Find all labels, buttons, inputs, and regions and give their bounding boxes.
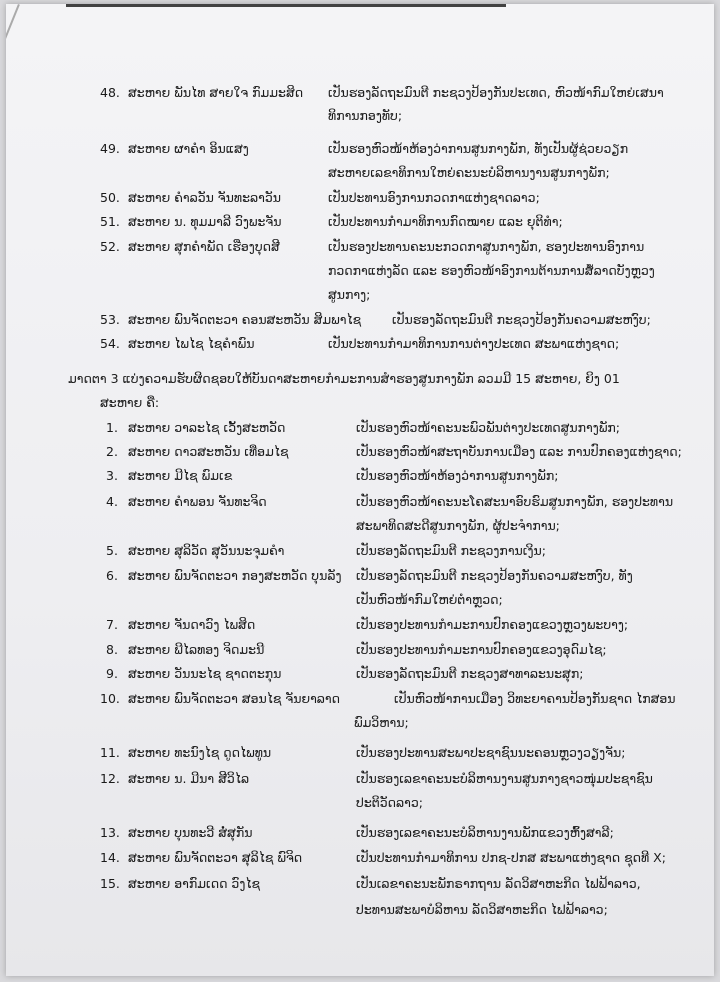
member-name: ສະຫາຍ ພົນຈັດຕະວາ ກອງສະຫວັດ ບຸນລັງ — [128, 568, 342, 583]
item-number: 15. — [100, 876, 120, 891]
list-item — [106, 493, 674, 511]
list-item — [100, 84, 664, 102]
item-number: 13. — [100, 825, 120, 840]
list-item — [100, 824, 614, 842]
member-role: ເປັນຮອງຫົວໜ້າສະຖາບັນການເມືອງ ແລະ ການປົກຄອງແຫ່ງຊາດ; — [356, 444, 682, 459]
top-border-line — [66, 4, 506, 7]
list-item — [100, 770, 653, 788]
member-name: ສະຫາຍ ອາກົມເດດ ວົງໄຊ — [128, 876, 261, 891]
member-name: ສະຫາຍ ວາລະໄຊ ເວັ້ງສະຫວັດ — [128, 420, 286, 435]
list-item — [106, 542, 546, 560]
member-role-continued: ສະພາທິດສະດີສູນກາງພັກ, ຜູ້ປະຈຳການ; — [356, 518, 560, 533]
member-role: ເປັນຫົວໜ້າການເມືອງ ວິທະຍາຄານປ້ອງກັນຊາດ ໄກສອນ — [394, 691, 676, 706]
member-name: ສະຫາຍ ທະນົງໄຊ ດູດໄພທູນ — [128, 745, 272, 760]
list-item — [106, 419, 620, 437]
member-role-continued: ກວດກາແຫ່ງລັດ ແລະ ຮອງຫົວໜ້າອົງການຕ້ານການສໍ້ລາດບັງຫຼວງ — [328, 263, 655, 278]
item-number: 49. — [100, 141, 120, 156]
member-role: ເປັນຮອງປະທານກຳມະການປົກຄອງແຂວງຫຼວງພະບາງ; — [356, 617, 629, 632]
item-number: 7. — [106, 617, 118, 632]
member-name: ສະຫາຍ ພັນໄທ ສາຍໃຈ ກົມມະສິດ — [128, 85, 304, 100]
member-role: ເປັນຮອງປະທານຄະນະກວດກາສູນກາງພັກ, ຮອງປະທານອົງການ — [328, 239, 645, 254]
member-name: ສະຫາຍ ບຸນທະວີ ສໍ່ສຸກັນ — [128, 825, 253, 840]
member-role: ເປັນປະທານກຳມາທິການກົດໝາຍ ແລະ ຍຸຕິທຳ; — [328, 214, 563, 229]
member-name: ສະຫາຍ ສຸກຄຳພັດ ເຮືອງບຸດສີ — [128, 239, 280, 254]
list-item — [106, 467, 559, 485]
list-item — [100, 238, 645, 256]
article-heading-continued: ສະຫາຍ ຄື: — [100, 395, 160, 410]
member-name: ສະຫາຍ ຜາຄຳ ອິນແສງ — [128, 141, 249, 156]
member-role-continued: ເປັນຫົວໜ້າກົມໃຫຍ່ຕຳຫຼວດ; — [356, 592, 503, 607]
list-item — [100, 311, 651, 329]
member-role: ເປັນເລຂາຄະນະພັກຣາກຖານ ລັດວິສາຫະກິດ ໄຟຟ້າລາວ, — [356, 876, 641, 891]
member-name: ສະຫາຍ ພົນຈັດຕະວາ ສຸລິໄຊ ພົຈິດ — [128, 850, 303, 865]
list-item — [106, 641, 607, 659]
member-role-continued: ພົມວິຫານ; — [354, 715, 409, 730]
list-item — [100, 875, 641, 893]
item-number: 12. — [100, 771, 120, 786]
member-name: ສະຫາຍ ຄຳພອນ ຈັນທະຈິດ — [128, 494, 267, 509]
document-page — [6, 4, 714, 976]
article-heading: ມາດຕາ 3 ແບ່ງຄວາມຮັບຜິດຊອບໃຫ້ບັນດາສະຫາຍກຳມະການສຳຮອງສູນກາງພັກ ລວມມີ 15 ສະຫາຍ, ຍິງ 01 — [68, 371, 620, 386]
member-role-continued: ປະຕິວັດລາວ; — [356, 795, 423, 810]
list-item — [106, 567, 633, 585]
member-role-continued: ສະຫາຍເລຂາທິການໃຫຍ່ຄະນະບໍລິຫານງານສູນກາງພັກ; — [328, 165, 610, 180]
member-name: ສະຫາຍ ຈັນດາວົງ ໄພສິດ — [128, 617, 256, 632]
list-item — [100, 744, 626, 762]
member-role: ເປັນຮອງຫົວໜ້າຄະນະພົວພັນຕ່າງປະເທດສູນກາງພັກ; — [356, 420, 620, 435]
item-number: 8. — [106, 642, 118, 657]
item-number: 10. — [100, 691, 120, 706]
list-item — [100, 690, 676, 708]
member-role: ເປັນຮອງຫົວໜ້າຫ້ອງວ່າການສູນກາງພັກ, ທັງເປັນຜູ້ຊ່ວຍວຽກ — [328, 141, 629, 156]
member-role: ເປັນຮອງຫົວໜ້າຄະນະໂຄສະນາອົບຮົມສູນກາງພັກ, ຮອງປະທານ — [356, 494, 674, 509]
member-role: ເປັນປະທານອົງການກວດກາແຫ່ງຊາດລາວ; — [328, 190, 540, 205]
member-name: ສະຫາຍ ວັນນະໄຊ ຊາດຕະກຸນ — [128, 666, 282, 681]
member-role: ເປັນຮອງລັດຖະມົນຕີ ກະຊວງການເງິນ; — [356, 543, 546, 558]
item-number: 6. — [106, 568, 118, 583]
member-role-continued: ສູນກາງ; — [328, 287, 371, 302]
list-item — [106, 665, 584, 683]
member-role: ເປັນປະທານກຳມາທິການ ປກຊ-ປກສ ສະພາແຫ່ງຊາດ ຊຸດທີ X; — [356, 850, 666, 865]
member-role: ເປັນຮອງຫົວໜ້າຫ້ອງວ່າການສູນກາງພັກ; — [356, 468, 559, 483]
item-number: 2. — [106, 444, 118, 459]
list-item — [100, 213, 563, 231]
item-number: 5. — [106, 543, 118, 558]
item-number: 48. — [100, 85, 120, 100]
item-number: 50. — [100, 190, 120, 205]
member-name: ສະຫາຍ ພີໄລທອງ ຈິດມະນີ — [128, 642, 265, 657]
member-role-continued: ປະທານສະພາບໍລິຫານ ລັດວິສາຫະກິດ ໄຟຟ້າລາວ; — [356, 902, 608, 917]
item-number: 11. — [100, 745, 120, 760]
member-name: ສະຫາຍ ນ. ມີນາ ສີວິໄລ — [128, 771, 250, 786]
paper-fold — [6, 4, 20, 70]
member-name: ສະຫາຍ ມີໄຊ ພົມເຂ — [128, 468, 233, 483]
list-item — [106, 616, 629, 634]
member-role: ເປັນຮອງລັດຖະມົນຕີ ກະຊວງປ້ອງກັນຄວາມສະຫງົບ, ທັງ — [356, 568, 633, 583]
member-role: ເປັນຮອງປະທານສະພາປະຊາຊົນນະຄອນຫຼວງວຽງຈັນ; — [356, 745, 626, 760]
member-name: ສະຫາຍ ຄຳລວັນ ຈັນທະລາວັນ — [128, 190, 281, 205]
member-role: ເປັນຮອງເລຂາຄະນະບໍລິຫານງານພັກແຂວງຫົ້ງສາລີ; — [356, 825, 614, 840]
item-number: 54. — [100, 336, 120, 351]
member-role: ເປັນຮອງປະທານກຳມະການປົກຄອງແຂວງອຸດົມໄຊ; — [356, 642, 607, 657]
member-role: ເປັນຮອງລັດຖະມົນຕີ ກະຊວງປ້ອງກັນປະເທດ, ຫົວໜ້າກົມໃຫຍ່ເສນາ — [328, 85, 664, 100]
list-item — [100, 335, 620, 353]
list-item — [100, 140, 629, 158]
member-role: ເປັນປະທານກຳມາທິການການຕ່າງປະເທດ ສະພາແຫ່ງຊາດ; — [328, 336, 620, 351]
member-role: ເປັນຮອງລັດຖະມົນຕີ ກະຊວງປ້ອງກັນຄວາມສະຫງົບ; — [392, 312, 651, 327]
item-number: 1. — [106, 420, 118, 435]
list-item — [106, 443, 682, 461]
item-number: 52. — [100, 239, 120, 254]
member-name: ສະຫາຍ ພົນຈັດຕະວາ ຄອນສະຫວັນ ສິມພາໄຊ — [128, 312, 362, 327]
item-number: 14. — [100, 850, 120, 865]
member-name: ສະຫາຍ ສຸລິວັດ ສຸວັນນະຈຸມຄຳ — [128, 543, 285, 558]
item-number: 3. — [106, 468, 118, 483]
list-item — [100, 849, 666, 867]
item-number: 4. — [106, 494, 118, 509]
item-number: 51. — [100, 214, 120, 229]
member-name: ສະຫາຍ ໄພໄຊ ໄຊຄຳພົນ — [128, 336, 255, 351]
item-number: 9. — [106, 666, 118, 681]
member-role-continued: ທິການກອງທັບ; — [328, 108, 403, 123]
member-name: ສະຫາຍ ພົນຈັດຕະວາ ສອນໄຊ ຈັນຍາລາດ — [128, 691, 341, 706]
member-role: ເປັນຮອງລັດຖະມົນຕີ ກະຊວງສາທາລະນະສຸກ; — [356, 666, 584, 681]
member-role: ເປັນຮອງເລຂາຄະນະບໍລິຫານງານສູນກາງຊາວໜຸ່ມປະຊາຊົນ — [356, 771, 653, 786]
list-item — [100, 189, 540, 207]
member-name: ສະຫາຍ ນ. ທຸມມາລີ ວົງພະຈັນ — [128, 214, 282, 229]
member-name: ສະຫາຍ ດາວສະຫວັນ ເທືອມໄຊ — [128, 444, 289, 459]
item-number: 53. — [100, 312, 120, 327]
